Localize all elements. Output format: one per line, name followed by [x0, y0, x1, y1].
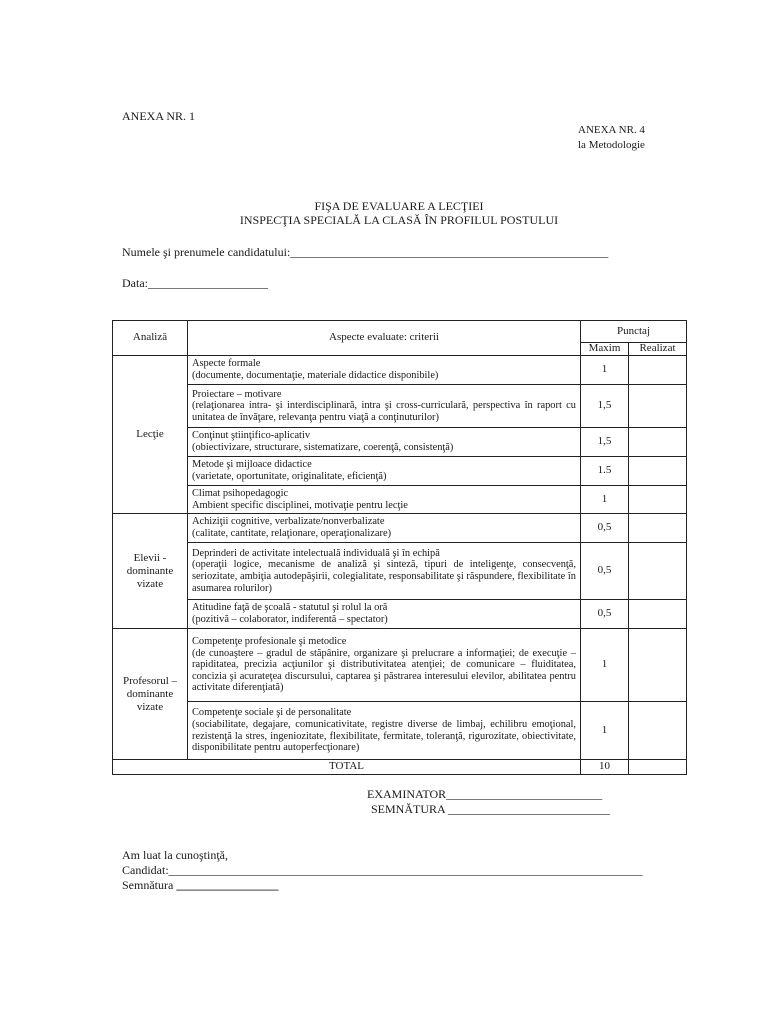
criterion-title: Competenţe sociale şi de personalitate	[192, 707, 352, 719]
table-row	[113, 428, 687, 457]
max-score: 0,5	[581, 600, 629, 629]
achieved-score[interactable]	[629, 457, 687, 486]
criterion-desc: Ambient specific disciplinei, motivaţie pentru lecţie	[192, 499, 408, 511]
criterion-title: Metode şi mijloace didactice	[192, 459, 312, 471]
signature-label: Semnătura	[122, 878, 177, 892]
examiner-signature-line: SEMNĂTURA ___________________________	[371, 802, 611, 816]
criterion-desc: (operaţii logice, mecanisme de analiză şi sinteză, tipuri de inteligenţe, consecvenţă, seriozitate, ambiţia autodepăşirii, colegialitate, responsabilitate şi răspundere, flexibilitate în asumarea rolurilor)	[192, 559, 576, 594]
criterion-cell	[188, 514, 581, 543]
achieved-score[interactable]	[629, 356, 687, 385]
header-max: Maxim	[581, 343, 629, 356]
annex-left: ANEXA NR. 1	[122, 109, 196, 123]
total-achieved[interactable]	[629, 760, 687, 775]
criterion-desc: (calitate, cantitate, relaţionare, operaţionalizare)	[192, 528, 392, 539]
header-score: Punctaj	[581, 321, 687, 343]
evaluation-table	[112, 320, 687, 775]
table-row	[113, 514, 687, 543]
acknowledged-text: Am luat la cunoştinţă,	[122, 848, 228, 862]
candidate-line: Candidat:_______________________________________________________________________________	[122, 863, 643, 877]
criterion-title: Competenţe profesionale şi metodice	[192, 636, 347, 648]
criterion-desc: (sociabilitate, degajare, comunicativitate, registre diverse de limbaj, echilibru emoţional, rezistenţă la stres, ingeniozitate, flexibilitate, fermitate, toleranţă, rigurozitate, obiectivitate, disponibilitate pentru autoperfecţionare)	[192, 718, 576, 754]
header-aspects: Aspecte evaluate: criterii	[188, 321, 581, 356]
criterion-title: Atitudine faţă de şcoală - statutul şi rolul la oră	[192, 602, 388, 614]
criterion-cell	[188, 629, 581, 702]
achieved-score[interactable]	[629, 514, 687, 543]
table-row	[113, 600, 687, 629]
document-title-line2: INSPECŢIA SPECIALĂ LA CLASĂ ÎN PROFILUL POSTULUI	[239, 213, 559, 227]
category-students: Elevii - dominante vizate	[113, 514, 188, 629]
annex-right-sub: la Metodologie	[578, 139, 645, 151]
criterion-cell	[188, 600, 581, 629]
criterion-title: Proiectare – motivare	[192, 388, 282, 400]
table-row	[113, 543, 687, 600]
header-achieved: Realizat	[629, 343, 687, 356]
max-score: 1	[581, 486, 629, 514]
signature-underline: _________________	[176, 878, 279, 892]
criterion-cell	[188, 385, 581, 428]
date-field: Data:____________________	[122, 276, 268, 290]
category-lesson: Lecţie	[113, 356, 188, 514]
max-score: 1	[581, 629, 629, 702]
achieved-score[interactable]	[629, 629, 687, 702]
candidate-name-field: Numele şi prenumele candidatului:_____________________________________________________	[122, 245, 609, 259]
criterion-desc: (de cunoaştere – gradul de stăpânire, organizare şi prelucrare a informaţiei; de execuţie – rapiditatea, precizia acţiunilor şi distributivitatea atenţiei; de comunicare – fluiditatea, concizia şi acurateţea discursului, captarea şi păstrarea interesului elevilor, abilitatea pentru activitate diferenţiată)	[192, 647, 576, 694]
header-analysis: Analiză	[113, 321, 188, 356]
candidate-signature	[122, 878, 278, 892]
max-score: 1,5	[581, 385, 629, 428]
table-row	[113, 356, 687, 385]
annex-right: ANEXA NR. 4	[578, 124, 645, 136]
total-label: TOTAL	[113, 760, 581, 775]
criterion-title: Climat psihopedagogic	[192, 487, 289, 499]
criterion-title: Deprinderi de activitate intelectuală individuală şi în echipă	[192, 547, 440, 559]
max-score: 1	[581, 356, 629, 385]
examiner-line: EXAMINATOR__________________________	[367, 787, 603, 801]
achieved-score[interactable]	[629, 702, 687, 760]
criterion-desc: (obiectivizare, structurare, sistematizare, coerenţă, consistenţă)	[192, 442, 454, 453]
table-row	[113, 629, 687, 702]
table-row	[113, 457, 687, 486]
max-score: 0,5	[581, 514, 629, 543]
achieved-score[interactable]	[629, 543, 687, 600]
criterion-desc: (pozitivă – colaborator, indiferentă – spectator)	[192, 614, 388, 625]
table-row	[113, 702, 687, 760]
table-row	[113, 385, 687, 428]
criterion-cell	[188, 356, 581, 385]
document-title-line1: FIŞA DE EVALUARE A LECŢIEI	[314, 199, 484, 213]
criterion-title: Achiziţii cognitive, verbalizate/nonverbalizate	[192, 516, 385, 528]
max-score: 0,5	[581, 543, 629, 600]
criterion-desc: (documente, documentaţie, materiale didactice disponibile)	[192, 370, 439, 381]
achieved-score[interactable]	[629, 486, 687, 514]
criterion-cell	[188, 428, 581, 457]
criterion-desc: (relaţionarea intra- şi interdisciplinară, intra şi cross-curriculară, perspectiva în raport cu unitatea de învăţare, relevanţa pentru viaţă a conţinuturilor)	[192, 400, 576, 423]
criterion-cell	[188, 702, 581, 760]
criterion-desc: (varietate, oportunitate, originalitate, eficienţă)	[192, 471, 387, 482]
max-score: 1	[581, 702, 629, 760]
max-score: 1.5	[581, 457, 629, 486]
achieved-score[interactable]	[629, 600, 687, 629]
total-max: 10	[581, 760, 629, 775]
criterion-cell	[188, 457, 581, 486]
max-score: 1,5	[581, 428, 629, 457]
achieved-score[interactable]	[629, 428, 687, 457]
category-teacher: Profesorul – dominante vizate	[113, 629, 188, 760]
table-row	[113, 486, 687, 514]
criterion-title: Conţinut ştiinţifico-aplicativ	[192, 430, 311, 442]
achieved-score[interactable]	[629, 385, 687, 428]
criterion-title: Aspecte formale	[192, 358, 261, 370]
criterion-cell	[188, 543, 581, 600]
total-row	[113, 760, 687, 775]
criterion-cell	[188, 486, 581, 514]
